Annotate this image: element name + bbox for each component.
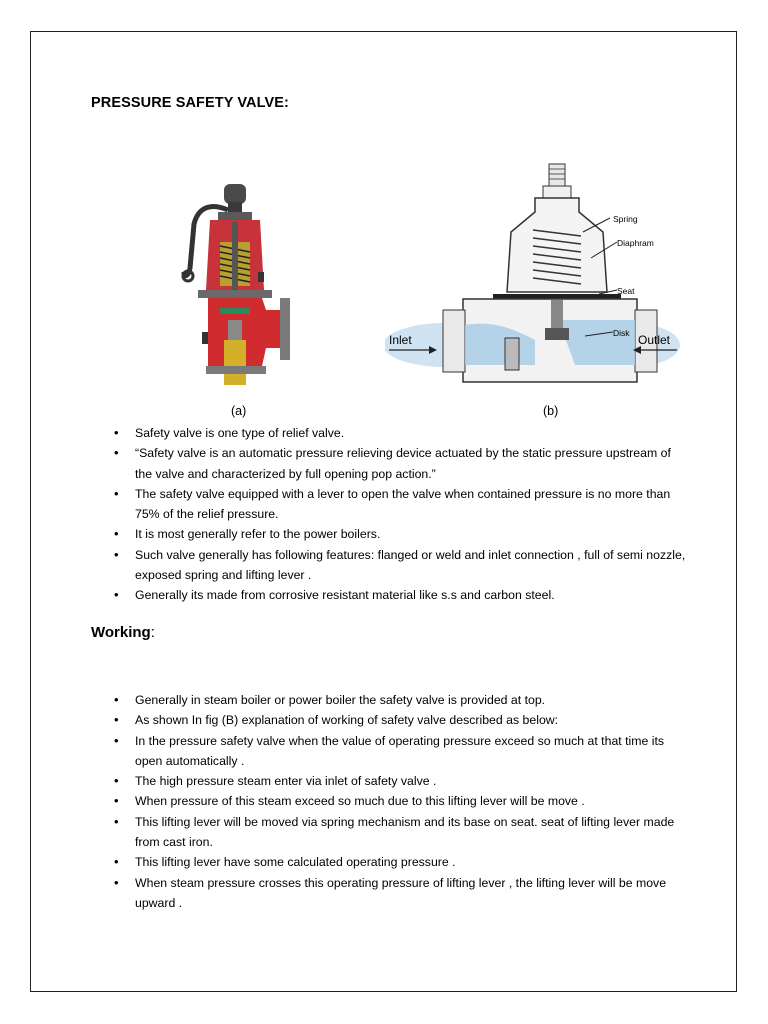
list-item: • Generally in steam boiler or power boiler the safety valve is provided at top. <box>111 690 686 710</box>
figure-a-caption: (a) <box>231 404 247 418</box>
figure-a-safety-valve <box>180 180 295 385</box>
figure-b-valve-cutaway <box>385 160 680 390</box>
page-title: PRESSURE SAFETY VALVE: <box>91 95 289 111</box>
list-item: • Safety valve is one type of relief valve. <box>111 423 686 443</box>
list-item: • Such valve generally has following features: flanged or weld and inlet connection , full of semi nozzle, exposed spring and lifting lever . <box>111 545 686 586</box>
label-diaphram: Diaphram <box>617 238 654 248</box>
label-seat: Seat <box>617 286 635 296</box>
label-spring: Spring <box>613 214 638 224</box>
label-disk: Disk <box>613 328 630 338</box>
list-item: • This lifting lever have some calculated operating pressure . <box>111 852 686 872</box>
list-item: • This lifting lever will be moved via spring mechanism and its base on seat. seat of lifting lever made from cast iron. <box>111 812 686 853</box>
working-list <box>111 690 686 913</box>
list-item: • The high pressure steam enter via inlet of safety valve . <box>111 771 686 791</box>
features-list <box>111 423 686 606</box>
label-inlet: Inlet <box>389 333 412 347</box>
figure-b-caption: (b) <box>543 404 559 418</box>
list-item: • It is most generally refer to the power boilers. <box>111 524 686 544</box>
label-outlet: Outlet <box>638 333 671 347</box>
list-item: • When steam pressure crosses this operating pressure of lifting lever , the lifting lever will be move upward . <box>111 873 686 914</box>
list-item: • When pressure of this steam exceed so much due to this lifting lever will be move . <box>111 791 686 811</box>
list-item: • In the pressure safety valve when the value of operating pressure exceed so much at that time its open automatically . <box>111 731 686 772</box>
list-item: • Generally its made from corrosive resistant material like s.s and carbon steel. <box>111 585 686 605</box>
list-item: • “Safety valve is an automatic pressure relieving device actuated by the static pressure upstream of the valve and characterized by full opening pop action.” <box>111 443 686 484</box>
list-item: • As shown In fig (B) explanation of working of safety valve described as below: <box>111 710 686 730</box>
working-heading: Working: <box>91 624 155 641</box>
list-item: • The safety valve equipped with a lever to open the valve when contained pressure is no more than 75% of the relief pressure. <box>111 484 686 525</box>
